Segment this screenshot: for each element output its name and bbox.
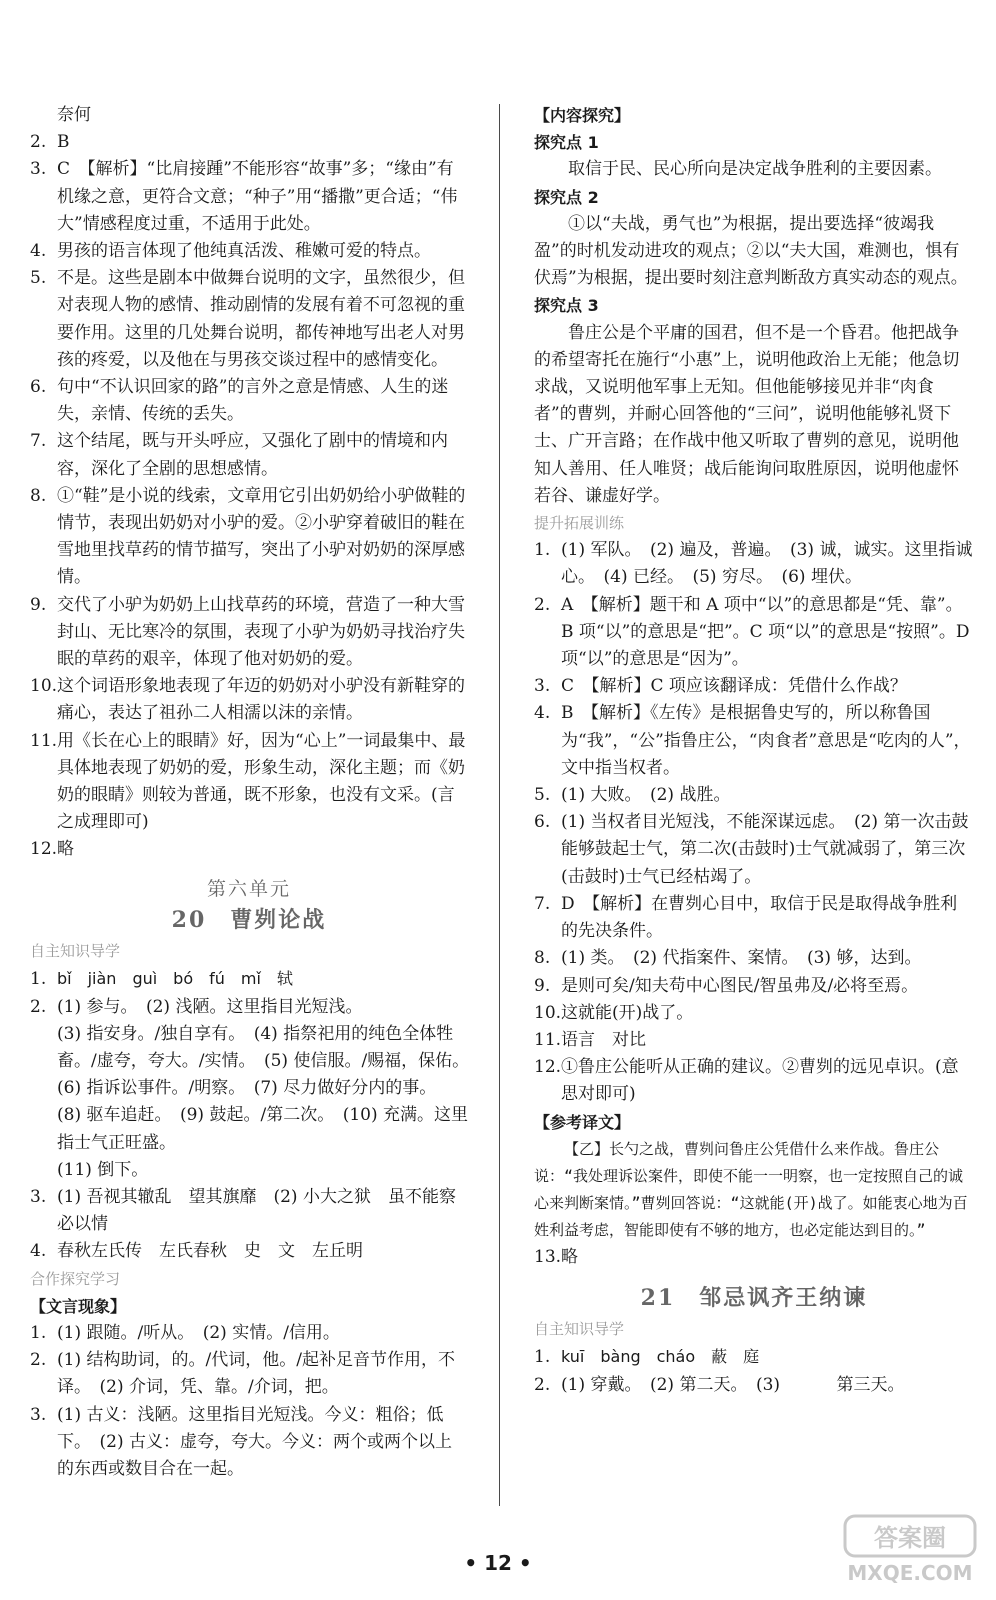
answer-2-lesson21 <box>534 1372 974 1399</box>
item-number: 9. <box>30 594 47 615</box>
answers-group-b <box>30 994 478 1266</box>
lesson-heading-20 <box>30 907 468 934</box>
item-text: 男孩的语言体现了他纯真活泼、稚嫩可爱的特点。 <box>57 241 431 262</box>
answer-item <box>30 238 468 265</box>
svg-text:答案圈: 答案圈 <box>874 1524 946 1552</box>
answer-item <box>30 728 468 837</box>
translation-text: 【乙】长勺之战，曹刿问鲁庄公凭借什么来作战。鲁庄公说：“我处理诉讼案件，即使不能一一明察，也一定按照自己的诚心来判断案情。”曹刿回答说：“这就能(开)战了。如能衷心地为百姓利益考虑，智能即使有不够的地方，也必定能达到目的。” <box>534 1139 968 1239</box>
page-number: • 12 • <box>464 1551 532 1575</box>
answer-item <box>30 265 468 374</box>
item-text: B 【解析】《左传》是根据鲁史写的，所以称鲁国为“我”，“公”指鲁庄公，“肉食者”意思是“吃肉的人”，文中指当权者。 <box>561 703 971 778</box>
answer-item <box>534 809 974 891</box>
answer-item <box>534 782 974 809</box>
item-number: 3. <box>30 1404 47 1425</box>
item-number: 6. <box>534 812 551 833</box>
item-text: 句中“不认识回家的路”的言外之意是情感、人生的迷失，亲情、传统的丢失。 <box>57 377 449 425</box>
right-column <box>534 102 974 1399</box>
explore-point-2: 探究点 2 <box>534 187 599 207</box>
answers-group-a <box>30 129 468 863</box>
item-number: 2. <box>534 1374 551 1395</box>
item-text: 略 <box>561 1246 578 1267</box>
explore-point-1: 探究点 1 <box>534 133 599 153</box>
item-number: 5. <box>534 785 551 806</box>
answer-item <box>30 1402 468 1484</box>
item-number: 4. <box>30 241 47 262</box>
answer-item <box>534 973 974 1000</box>
answers-group-c <box>30 1320 468 1483</box>
answer-item <box>30 994 468 1021</box>
item-number: 2. <box>30 132 47 153</box>
item-number: 3. <box>30 159 47 180</box>
item-number: 3. <box>30 1186 47 1207</box>
item-text: A 【解析】题干和 A 项中“以”的意思都是“凭、靠”。B 项“以”的意思是“把”。C 项“以”的意思是“按照”。D 项“以”的意思是“因为”。 <box>561 594 970 670</box>
item-text: (3) 指安身。/独自享有。 (4) 指祭祀用的纯色全体牲畜。/虚夸，夸大。/实情。 (5) 使信服。/赐福，保佑。 (6) 指诉讼事件。/明察。 (7) 尽力做好分内的事。 (8) 驱车追赶。 (9) 鼓起。/第二次。 (10) 充满。这里指士气正旺盛。 <box>57 1023 478 1153</box>
lesson-number: 21 <box>640 1284 676 1311</box>
subsection-extension: 提升拓展训练 <box>534 514 625 533</box>
answer-item <box>30 836 468 863</box>
item-number: 5. <box>30 268 47 289</box>
answer-item <box>30 1184 473 1238</box>
item-text: 这个结尾，既与开头呼应，又强化了剧中的情境和内容，深化了全剧的思想感情。 <box>57 431 448 479</box>
item-text: (1) 结构助词，的。/代词，他。/起补足音节作用，不译。 (2) 介词，凭、靠。/介词，把。 <box>57 1350 455 1398</box>
answer-item <box>30 1021 478 1157</box>
item-number: 3. <box>534 676 551 697</box>
pinyin-text: kuī bàng cháo 蔽 庭 <box>561 1347 760 1367</box>
item-number: 4. <box>30 1241 47 1262</box>
item-number: 1. <box>30 969 47 990</box>
left-column <box>30 102 478 1483</box>
lesson-heading-21 <box>534 1285 974 1312</box>
heading-wenyan: 【文言现象】 <box>30 1296 127 1316</box>
item-text: B <box>57 132 70 153</box>
lesson-title: 曹刿论战 <box>230 906 327 933</box>
answer-item <box>534 1054 974 1108</box>
item-number: 12. <box>30 839 58 860</box>
answer-item <box>30 156 468 238</box>
item-number: 2. <box>534 594 551 615</box>
answer-item <box>534 592 974 674</box>
answer-item <box>30 428 468 482</box>
column-divider <box>499 104 500 1506</box>
answer-item <box>30 1320 468 1347</box>
item-text: (11) 倒下。 <box>57 1159 149 1180</box>
subsection-self-study-21: 自主知识导学 <box>534 1320 625 1339</box>
subsection-cooperative: 合作探究学习 <box>30 1269 121 1288</box>
unit-title: 第六单元 <box>206 877 291 900</box>
item-number: 8. <box>30 485 47 506</box>
answer-item <box>30 1238 468 1265</box>
answers-group-d <box>534 537 974 1108</box>
item-number: 10. <box>30 676 58 697</box>
watermark-logo <box>835 1510 985 1590</box>
item-number: 11. <box>30 730 58 751</box>
item-text: (1) 古义：浅陋。这里指目光短浅。今义：粗俗；低下。 (2) 古义：虚夸，夸大。今义：两个或两个以上的东西或数目合在一起。 <box>57 1404 452 1479</box>
item-text: 略 <box>57 839 74 860</box>
item-text: (1) 跟随。/听从。 (2) 实情。/信用。 <box>57 1322 340 1343</box>
item-number: 7. <box>30 431 47 452</box>
item-number: 13. <box>534 1246 562 1267</box>
pinyin-answer-21 <box>534 1343 974 1371</box>
answer-item <box>30 483 468 592</box>
answer-item <box>534 537 974 591</box>
lesson-title: 邹忌讽齐王纳谏 <box>699 1284 868 1311</box>
answer-item <box>534 700 974 782</box>
item-number: 4. <box>534 703 551 724</box>
item-text: (1) 穿戴。 (2) 第二天。 (3) 第三天。 <box>561 1374 905 1395</box>
item-number: 2. <box>30 996 47 1017</box>
item-text: ①鲁庄公能听从正确的建议。②曹刿的远见卓识。(意思对即可) <box>561 1057 959 1105</box>
svg-text:MXQE.COM: MXQE.COM <box>847 1561 973 1585</box>
answer-item <box>30 129 468 156</box>
item-number: 12. <box>534 1057 562 1078</box>
page-number-value: 12 <box>484 1551 512 1575</box>
item-text: 交代了小驴为奶奶上山找草药的环境，营造了一种大雪封山、无比寒冷的氛围，表现了小驴为奶奶寻找治疗失眠的草药的艰辛，体现了他对奶奶的爱。 <box>57 594 465 670</box>
pinyin-text: bǐ jiàn guì bó fú mǐ 轼 <box>57 969 293 989</box>
item-text: (1) 参与。 (2) 浅陋。这里指目光短浅。 <box>57 996 363 1017</box>
answer-13 <box>534 1244 974 1271</box>
item-text: (1) 当权者目光短浅，不能深谋远虑。 (2) 第一次击鼓能够鼓起士气，第二次(击鼓时)士气就减弱了，第三次(击鼓时)士气已经枯竭了。 <box>561 812 969 887</box>
item-text: 春秋左氏传 左氏春秋 史 文 左丘明 <box>57 1241 363 1262</box>
item-text: 用《长在心上的眼睛》好，因为“心上”一词最集中、最具体地表现了奶奶的爱，形象生动，深化主题；而《奶奶的眼睛》则较为普通，既不形象，也没有文采。(言之成理即可) <box>57 730 466 833</box>
item-text: 这个词语形象地表现了年迈的奶奶对小驴没有新鞋穿的痛心，表达了祖孙二人相濡以沫的亲情。 <box>57 676 465 724</box>
item-text: (1) 军队。 (2) 遍及，普遍。 (3) 诚，诚实。这里指诚心。 (4) 已经。 (5) 穷尽。 (6) 埋伏。 <box>561 540 973 588</box>
answer-item <box>534 673 974 700</box>
item-text: 语言 对比 <box>561 1029 646 1050</box>
answer-item <box>30 1157 468 1184</box>
item-number: 9. <box>534 975 551 996</box>
item-text: (1) 类。 (2) 代指案件、案情。 (3) 够，达到。 <box>561 948 922 969</box>
item-text: C 【解析】“比肩接踵”不能形容“故事”多；“缘由”有机缘之意，更符合文意；“种子”用“播撒”更合适；“伟大”情感程度过重，不适用于此处。 <box>57 159 458 234</box>
answer-item <box>30 592 468 674</box>
pinyin-answer <box>30 965 468 993</box>
answer-item <box>534 891 974 945</box>
lesson-number: 20 <box>171 906 207 933</box>
explore-answer-3: 鲁庄公是个平庸的国君，但不是一个昏君。他把战争的希望寄托在施行“小惠”上，说明他政治上无能；他急切求战，又说明他军事上无知。但他能够接见并非“肉食者”的曹刿，并耐心回答他的“三问”，说明他能够礼贤下士、广开言路；在作战中他又听取了曹刿的意见，说明他知人善用、任人唯贤；战后能询问取胜原因，说明他虚怀若谷、谦虚好学。 <box>534 322 960 506</box>
item-number: 7. <box>534 893 551 914</box>
answer-item <box>534 1000 974 1027</box>
heading-content-explore: 【内容探究】 <box>534 106 631 125</box>
answer-item <box>30 673 468 727</box>
subsection-self-study: 自主知识导学 <box>30 942 121 961</box>
item-text: (1) 大败。 (2) 战胜。 <box>561 785 731 806</box>
item-number: 10. <box>534 1002 562 1023</box>
answer-item <box>534 945 974 972</box>
item-text: (1) 吾视其辙乱 望其旗靡 (2) 小大之狱 虽不能察 必以情 <box>57 1186 473 1235</box>
item-text: C 【解析】C 项应该翻译成：凭借什么作战？ <box>561 676 907 697</box>
item-number: 11. <box>534 1029 562 1050</box>
heading-translation: 【参考译文】 <box>534 1112 631 1132</box>
answer-item <box>30 374 468 428</box>
item-text: 这就能(开)战了。 <box>561 1002 694 1023</box>
answer-item <box>534 1027 974 1054</box>
explore-point-3: 探究点 3 <box>534 296 599 316</box>
item-number: 1. <box>534 1347 551 1368</box>
item-text: D 【解析】在曹刿心目中，取信于民是取得战争胜利的先决条件。 <box>561 893 958 942</box>
explore-answer-2: ①以“夫战，勇气也”为根据，提出要选择“彼竭我盈”的时机发动进攻的观点；②以“夫大国，难测也，惧有伏焉”为根据，提出要时刻注意判断敌方真实动态的观点。 <box>534 213 968 289</box>
item-number: 2. <box>30 1350 47 1371</box>
item-number: 1. <box>534 540 551 561</box>
item-number: 6. <box>30 377 47 398</box>
carryover-line: 奈何 <box>57 105 91 125</box>
explore-answer-1: 取信于民、民心所向是决定战争胜利的主要因素。 <box>568 159 942 180</box>
item-number: 1. <box>30 1322 47 1343</box>
item-number: 8. <box>534 948 551 969</box>
answer-item <box>30 1347 468 1401</box>
item-text: 不是。这些是剧本中做舞台说明的文字，虽然很少，但对表现人物的感情、推动剧情的发展有着不可忽视的重要作用。这里的几处舞台说明，都传神地写出老人对男孩的疼爱，以及他在与男孩交谈过程中的感情变化。 <box>57 268 465 370</box>
item-text: ①“鞋”是小说的线索，文章用它引出奶奶给小驴做鞋的情节，表现出奶奶对小驴的爱。②小驴穿着破旧的鞋在雪地里找草药的情节描写，突出了小驴对奶奶的深厚感情。 <box>57 485 466 588</box>
item-text: 是则可矣/知夫苟中心图民/智虽弗及/必将至焉。 <box>561 975 919 996</box>
